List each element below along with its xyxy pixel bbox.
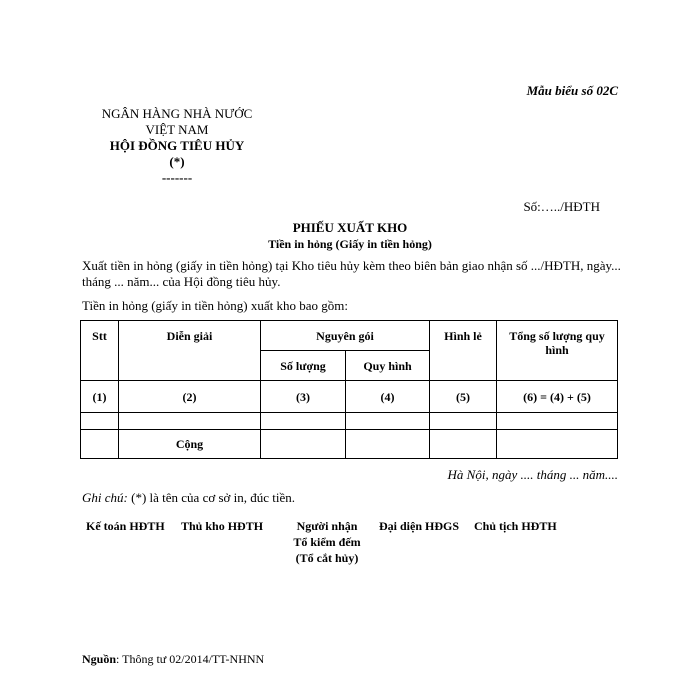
document-subtitle: Tiền in hỏng (Giấy in tiền hỏng) [268, 237, 432, 251]
signature-storekeeper: Thủ kho HĐTH [181, 519, 264, 533]
source-text: : Thông tư 02/2014/TT-NHNN [116, 652, 265, 666]
form-code: Mẫu biểu số 02C [526, 83, 618, 98]
document-number: Số:…../HĐTH [523, 199, 600, 214]
source-label: Nguồn [82, 652, 117, 666]
total-row [261, 430, 346, 459]
index-5: (5) [430, 381, 497, 413]
agency-line2: VIỆT NAM [145, 122, 209, 137]
table-row [497, 413, 618, 430]
receiver-line1: Người nhận [296, 519, 358, 533]
note-label: Ghi chú: [82, 490, 128, 505]
total-row [81, 430, 119, 459]
total-label: Cộng [119, 430, 261, 459]
signature-supervisor: Đại diện HĐGS [379, 519, 460, 533]
place-date: Hà Nội, ngày .... tháng ... năm.... [447, 467, 618, 482]
table-row [430, 413, 497, 430]
header-dien-giai: Diễn giải [119, 321, 261, 381]
header-divider: ------- [161, 170, 193, 185]
receiver-line3: (Tổ cắt hủy) [295, 551, 359, 565]
header-quy-hinh: Quy hình [346, 351, 430, 381]
header-hinh-le: Hình lẻ [430, 321, 497, 381]
table-row [261, 413, 346, 430]
note-text: (*) là tên của cơ sở in, đúc tiền. [127, 490, 296, 505]
signature-chairman: Chủ tịch HĐTH [474, 519, 557, 533]
issue-table [80, 320, 618, 459]
header-so-luong: Số lượng [261, 351, 346, 381]
signature-receiver [285, 518, 369, 566]
signature-accountant: Kế toán HĐTH [86, 519, 165, 533]
council-name: HỘI ĐỒNG TIÊU HỦY [109, 138, 245, 153]
table-row [81, 413, 119, 430]
source [82, 652, 264, 667]
total-row [497, 430, 618, 459]
council-marker: (*) [169, 154, 185, 169]
note [82, 490, 295, 506]
index-6: (6) = (4) + (5) [497, 381, 618, 413]
agency-header [82, 106, 272, 186]
agency-line1: NGÂN HÀNG NHÀ NƯỚC [101, 106, 253, 121]
index-1: (1) [81, 381, 119, 413]
intro-paragraph: Xuất tiền in hỏng (giấy in tiền hỏng) tại Kho tiêu hủy kèm theo biên bản giao nhận số .../HĐTH, ngày... tháng ... năm... của Hội đồng tiêu hủy. [82, 258, 621, 289]
document-title: PHIẾU XUẤT KHO [292, 220, 408, 235]
receiver-line2: Tổ kiểm đếm [293, 535, 361, 549]
header-stt: Stt [81, 321, 119, 381]
header-tong: Tổng số lượng quy hình [497, 321, 618, 381]
total-row [430, 430, 497, 459]
total-row [346, 430, 430, 459]
table-row [346, 413, 430, 430]
index-3: (3) [261, 381, 346, 413]
content-paragraph: Tiền in hỏng (giấy in tiền hỏng) xuất kho bao gồm: [82, 298, 348, 313]
header-nguyen-goi: Nguyên gói [261, 321, 430, 351]
table-row [119, 413, 261, 430]
index-4: (4) [346, 381, 430, 413]
index-2: (2) [119, 381, 261, 413]
